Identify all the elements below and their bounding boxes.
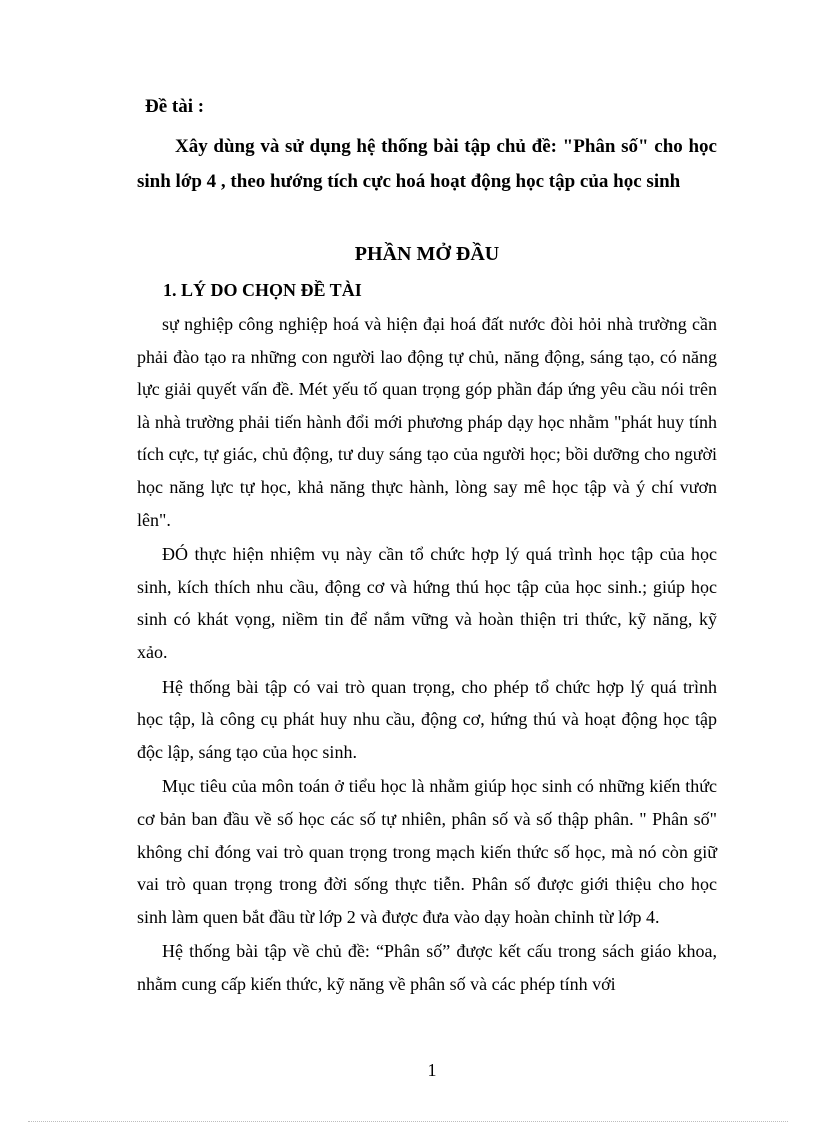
part-heading: PHẦN MỞ ĐẦU <box>354 243 500 265</box>
section-heading: 1. LÝ DO CHỌN ĐỀ TÀI <box>163 280 362 300</box>
paragraph: Hệ thống bài tập có vai trò quan trọng, cho phép tổ chức hợp lý quá trình học tập, là công cụ phát huy nhu cầu, động cơ, hứng thú và hoạt động học tập độc lập, sáng tạo của học sinh. <box>137 676 717 762</box>
paragraph: Mục tiêu của môn toán ở tiểu học là nhằm giúp học sinh có những kiến thức cơ bản ban đầu về số học các số tự nhiên, phân số và số thập phân. " Phân số" không chỉ đóng vai trò quan trọng trong mạch kiến thức số học, mà nó còn giữ vai trò quan trọng trong đời sống thực tiễn. Phân số được giới thiệu cho học sinh làm quen bắt đầu từ lớp 2 và được đưa vào dạy hoàn chỉnh từ lớp 4. <box>137 776 717 927</box>
topic-title: Xây dùng và sử dụng hệ thống bài tập chủ đề: "Phân số" cho học sinh lớp 4 , theo hướng tích cực hoá hoạt động học tập của học sinh <box>137 136 717 192</box>
paragraph: Hệ thống bài tập về chủ đề: “Phân số” được kết cấu trong sách giáo khoa, nhằm cung cấp kiến thức, kỹ năng về phân số và các phép tính với <box>137 941 717 994</box>
topic-label: Đề tài : <box>145 96 205 117</box>
body-text <box>137 308 717 1002</box>
paragraph: sự nghiệp công nghiệp hoá và hiện đại hoá đất nước đòi hỏi nhà trường cần phải đào tạo ra những con người lao động tự chủ, năng động, sáng tạo, có năng lực giải quyết vấn đề. Mét yếu tố quan trọng góp phần đáp ứng yêu cầu nói trên là nhà trường phải tiến hành đổi mới phương pháp dạy học nhằm "phát huy tính tích cực, tự giác, chủ động, tư duy sáng tạo của người học; bồi dưỡng cho người học năng lực tự học, khả năng thực hành, lòng say mê học tập và ý chí vươn lên". <box>137 314 717 530</box>
page-number: 1 <box>427 1060 437 1080</box>
page-bottom-divider <box>28 1121 788 1122</box>
paragraph: ĐÓ thực hiện nhiệm vụ này cần tổ chức hợp lý quá trình học tập của học sinh, kích thích nhu cầu, động cơ và hứng thú học tập của học sinh.; giúp học sinh có khát vọng, niềm tin để nắm vững và hoàn thiện tri thức, kỹ năng, kỹ xảo. <box>137 544 717 662</box>
